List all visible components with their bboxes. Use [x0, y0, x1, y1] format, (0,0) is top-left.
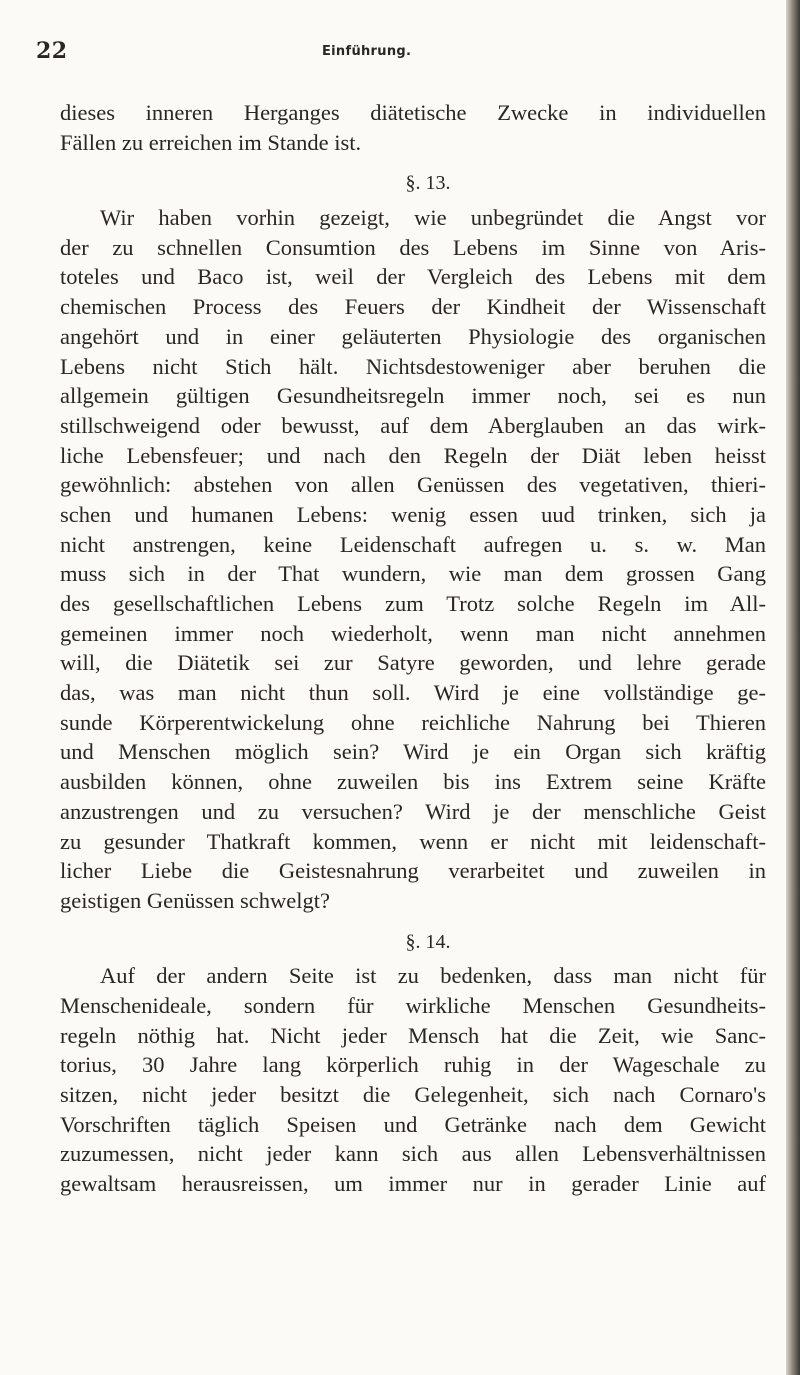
text-line: zu gesunder Thatkraft kommen, wenn er nicht mit leidenschaft-	[60, 828, 766, 854]
text-line: Menschenideale, sondern für wirkliche Menschen Gesundheits-	[60, 992, 766, 1018]
body-text	[60, 98, 766, 1199]
text-line: Wir haben vorhin gezeigt, wie unbegründet die Angst vor	[100, 205, 766, 231]
text-line: stillschweigend oder bewusst, auf dem Aberglauben an das wirk-	[60, 412, 766, 438]
section-heading: §. 13.	[405, 172, 451, 195]
text-line: muss sich in der That wundern, wie man dem grossen Gang	[60, 561, 766, 587]
page-number: 22	[36, 38, 68, 64]
text-line: torius, 30 Jahre lang körperlich ruhig in der Wageschale zu	[60, 1052, 766, 1078]
section-heading: §. 14.	[405, 930, 451, 953]
text-line: Vorschriften täglich Speisen und Getränke nach dem Gewicht	[60, 1111, 766, 1137]
text-line: das, was man nicht thun soll. Wird je eine vollständige ge-	[60, 680, 766, 706]
running-head: Einführung.	[322, 44, 412, 59]
page-edge	[786, 0, 800, 1375]
text-line: dieses inneren Herganges diätetische Zwecke in individuellen	[60, 100, 766, 125]
text-line: angehört und in einer geläuterten Physiologie des organischen	[60, 323, 766, 349]
text-line: der zu schnellen Consumtion des Lebens im Sinne von Aris-	[60, 234, 766, 260]
text-line: anzustrengen und zu versuchen? Wird je der menschliche Geist	[60, 798, 766, 824]
text-line: zuzumessen, nicht jeder kann sich aus allen Lebensverhältnissen	[60, 1141, 766, 1167]
text-line: sunde Körperentwickelung ohne reichliche Nahrung bei Thieren	[60, 709, 766, 735]
text-line: regeln nöthig hat. Nicht jeder Mensch hat die Zeit, wie Sanc-	[60, 1022, 766, 1048]
text-line: schen und humanen Lebens: wenig essen uud trinken, sich ja	[60, 501, 766, 527]
text-line: allgemein gültigen Gesundheitsregeln immer noch, sei es nun	[60, 383, 766, 409]
text-line: geistigen Genüssen schwelgt?	[60, 887, 330, 913]
text-line: chemischen Process des Feuers der Kindheit der Wissenschaft	[60, 294, 766, 320]
text-line: und Menschen möglich sein? Wird je ein Organ sich kräftig	[60, 739, 766, 765]
text-line: gewaltsam herausreissen, um immer nur in gerader Linie auf	[60, 1171, 766, 1197]
text-line: Lebens nicht Stich hält. Nichtsdestoweniger aber beruhen die	[60, 353, 766, 379]
text-line: licher Liebe die Geistesnahrung verarbeitet und zuweilen in	[60, 858, 766, 884]
text-line: gewöhnlich: abstehen von allen Genüssen des vegetativen, thieri-	[60, 472, 766, 498]
text-line: nicht anstrengen, keine Leidenschaft aufregen u. s. w. Man	[60, 531, 766, 557]
page-header	[0, 38, 790, 68]
text-line: will, die Diätetik sei zur Satyre geworden, und lehre gerade	[60, 650, 766, 676]
text-line: Fällen zu erreichen im Stande ist.	[60, 129, 362, 155]
text-line: sitzen, nicht jeder besitzt die Gelegenheit, sich nach Cornaro's	[60, 1082, 766, 1107]
text-line: des gesellschaftlichen Lebens zum Trotz solche Regeln im All-	[60, 591, 766, 616]
text-line: liche Lebensfeuer; und nach den Regeln der Diät leben heisst	[60, 442, 766, 468]
text-line: Auf der andern Seite ist zu bedenken, dass man nicht für	[100, 963, 766, 989]
text-line: ausbilden können, ohne zuweilen bis ins Extrem seine Kräfte	[60, 769, 766, 795]
text-line: toteles und Baco ist, weil der Vergleich des Lebens mit dem	[60, 264, 766, 290]
text-line: gemeinen immer noch wiederholt, wenn man nicht annehmen	[60, 620, 766, 646]
